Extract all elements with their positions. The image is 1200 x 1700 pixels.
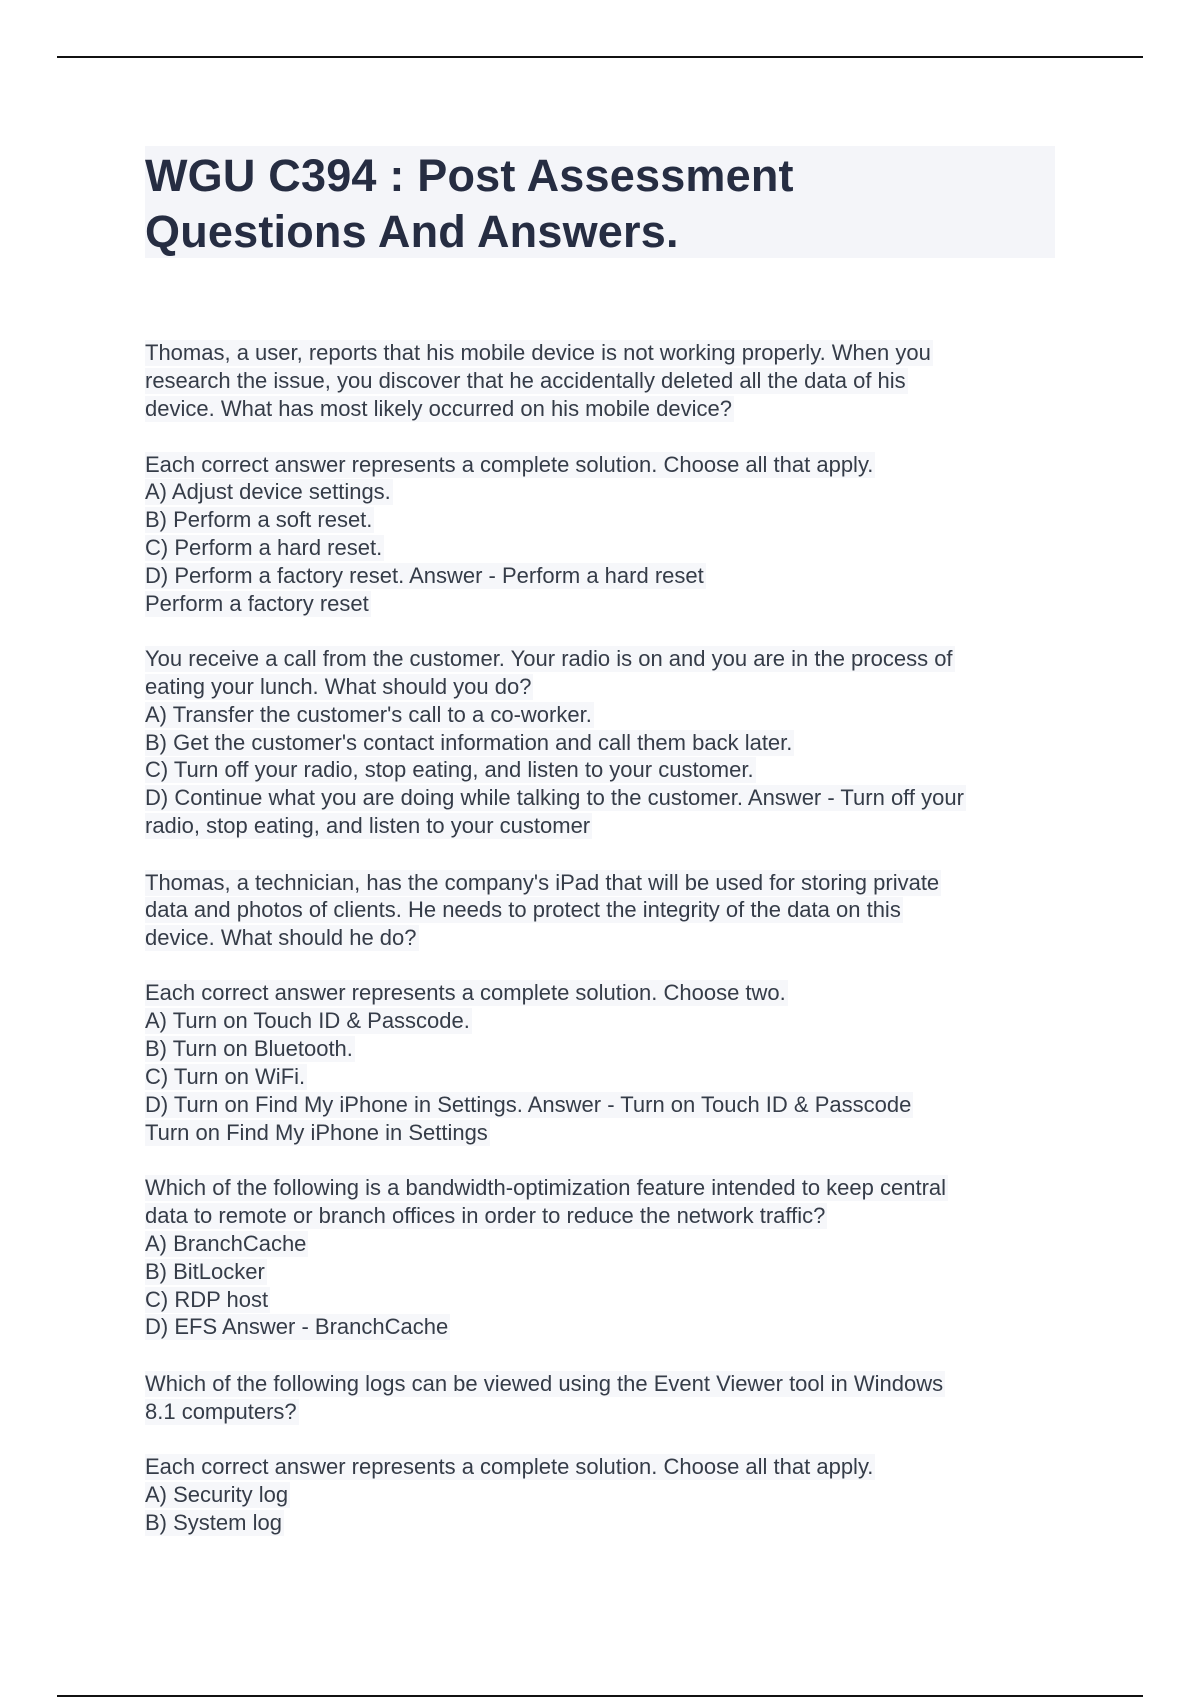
text-line: device. What should he do? [145, 925, 417, 950]
text-line: Thomas, a technician, has the company's iPad that will be used for storing private [145, 870, 940, 895]
text-line: eating your lunch. What should you do? [145, 674, 532, 699]
text-line: You receive a call from the customer. Your radio is on and you are in the process of [145, 646, 953, 671]
text-line: 8.1 computers? [145, 1399, 297, 1424]
answer-option: A) Adjust device settings. [145, 479, 391, 504]
text-line: Each correct answer represents a complete solution. Choose all that apply. [145, 452, 874, 477]
answer-option: B) Get the customer's contact information and call them back later. [145, 730, 793, 755]
answer-option: C) Turn on WiFi. [145, 1064, 306, 1089]
answer-text: radio, stop eating, and listen to your customer [145, 813, 591, 838]
answer-option: A) Turn on Touch ID & Passcode. [145, 1008, 470, 1033]
answer-option: D) Perform a factory reset. Answer - Perform a hard reset [145, 563, 704, 588]
answer-text: Turn on Find My iPhone in Settings [145, 1120, 488, 1145]
text-line: Thomas, a user, reports that his mobile device is not working properly. When you [145, 340, 931, 365]
answer-option: A) Security log [145, 1482, 289, 1507]
title-line-1: WGU C394 : Post Assessment [145, 150, 794, 201]
text-line: research the issue, you discover that he accidentally deleted all the data of his [145, 368, 906, 393]
text-line: data and photos of clients. He needs to protect the integrity of the data on this [145, 897, 901, 922]
answer-option: D) Continue what you are doing while talking to the customer. Answer - Turn off your [145, 785, 964, 810]
title-line-2: Questions And Answers. [145, 206, 679, 257]
answer-text: Perform a factory reset [145, 591, 369, 616]
answer-option: B) Perform a soft reset. [145, 507, 373, 532]
text-line: Which of the following logs can be viewed using the Event Viewer tool in Windows [145, 1371, 944, 1396]
text-line: Each correct answer represents a complete solution. Choose two. [145, 980, 786, 1005]
document-title [145, 146, 1055, 258]
answer-option: A) BranchCache [145, 1231, 307, 1256]
bottom-rule [57, 1695, 1143, 1697]
answer-option: D) EFS Answer - BranchCache [145, 1314, 449, 1339]
answer-option: B) BitLocker [145, 1259, 265, 1284]
answer-option: A) Transfer the customer's call to a co-worker. [145, 702, 592, 727]
text-line: device. What has most likely occurred on his mobile device? [145, 396, 732, 421]
text-line: Which of the following is a bandwidth-optimization feature intended to keep central [145, 1175, 947, 1200]
answer-option: B) Turn on Bluetooth. [145, 1036, 353, 1061]
answer-option: C) Perform a hard reset. [145, 535, 383, 560]
text-line: Each correct answer represents a complete solution. Choose all that apply. [145, 1454, 874, 1479]
answer-option: C) Turn off your radio, stop eating, and listen to your customer. [145, 757, 754, 782]
answer-option: D) Turn on Find My iPhone in Settings. Answer - Turn on Touch ID & Passcode [145, 1092, 912, 1117]
answer-option: C) RDP host [145, 1287, 269, 1312]
answer-option: B) System log [145, 1510, 282, 1535]
top-rule [57, 56, 1143, 58]
text-line: data to remote or branch offices in order to reduce the network traffic? [145, 1203, 826, 1228]
